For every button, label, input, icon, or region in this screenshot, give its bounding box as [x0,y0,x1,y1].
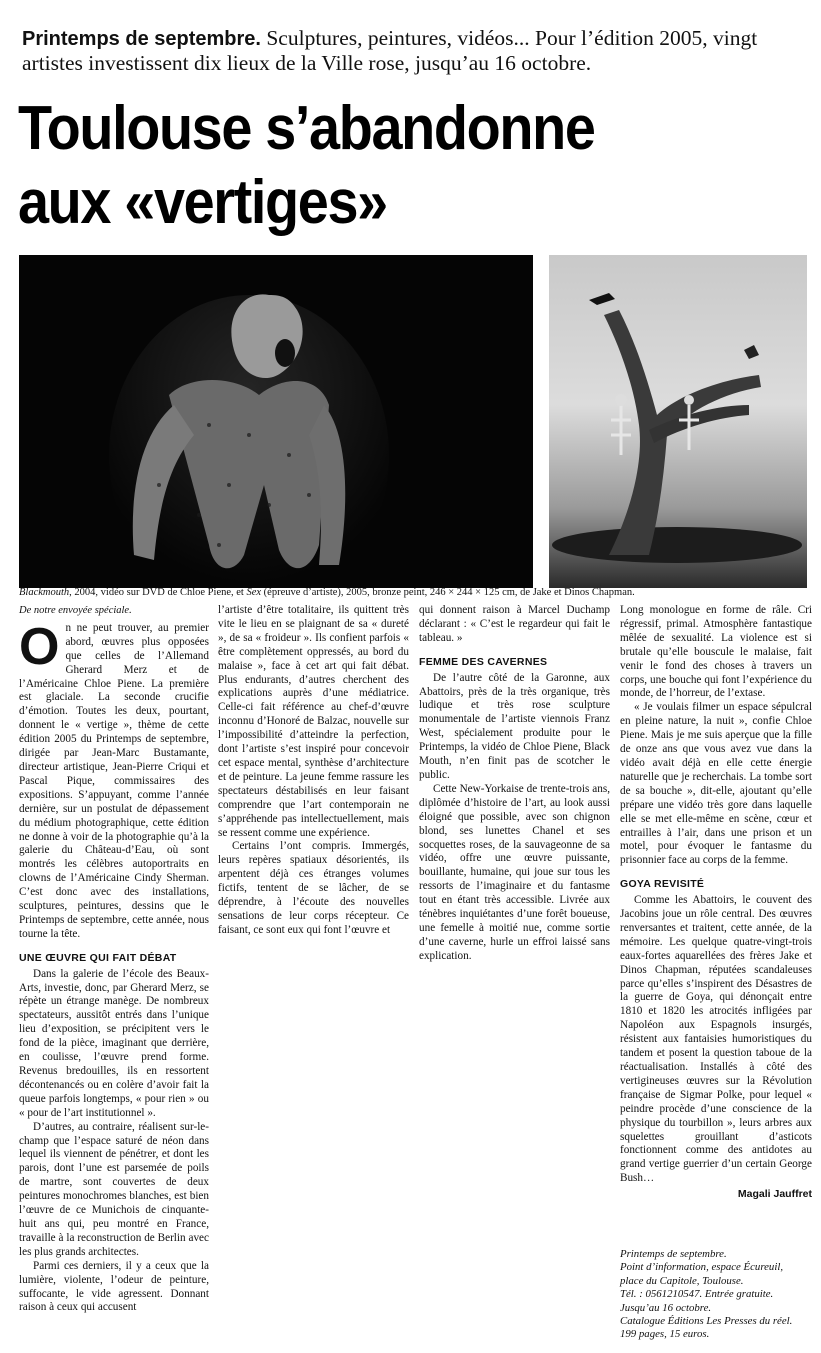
info-line: place du Capitole, Toulouse. [620,1274,744,1287]
paragraph: Long monologue en forme de râle. Cri régressif, primal. Atmosphère fantastique mêlée de sexualité. La violence est si brutale qu’elle bouscule le malaise, fait venir le fond des choses à travers un corps, une bouche qui font l’expérience du monde, de l’horreur, de l’extase. [620,604,812,700]
paragraph: qui donnent raison à Marcel Duchamp déclarant : « C’est le regardeur qui fait le tableau. » [419,604,610,644]
column-2 [218,604,409,938]
headline-line-1: Toulouse s’abandonne [18,94,595,163]
column-1 [19,604,209,1315]
info-line: Point d’information, espace Écureuil, [620,1261,784,1274]
caption-work-1: Blackmouth [19,587,70,598]
kicker-section: Printemps de septembre. [22,28,261,50]
paragraph: l’artiste d’être totalitaire, ils quittent très vite le lieu en se plaignant de sa « dureté », de sa « froideur ». Ils confient parfois « être complètement oppressés, au bord du malaise », face à cet art qui fait débat. Plus endurants, d’autres cherchent des explications auprès d’une médiatrice. Celle-ci fait référence au chef-d’œuvre inconnu d’Honoré de Balzac, nouvelle sur l’impossibilité d’atteindre la perfection, dont l’artiste s’est inspiré pour concevoir cet espace mental, synthèse d’architecture et de peinture. La jeune femme rassure les spectateurs déstabilisés en leur faisant comprendre que l’art contemporain ne s’appréhende pas intellectuellement, mais se ressent comme une expérience. [218,604,409,839]
photo-sex-sculpture [549,255,807,588]
author-signature: Magali Jauffret [737,1188,812,1201]
caption-text-2: (épreuve d’artiste), 2005, bronze peint, 246 × 244 × 125 cm, de Jake et Dinos Chapman. [261,587,635,598]
headline [18,92,738,240]
info-line: Tél. : 0561210547. Entrée gratuite. [620,1288,774,1301]
subhead-cavernes: FEMME DES CAVERNES [419,655,548,668]
caption-text-1: , 2004, vidéo sur DVD de Chloe Piene, et [69,587,247,598]
byline: De notre envoyée spéciale. [19,605,132,616]
column-3 [419,604,610,964]
column-4 [620,604,812,1202]
subhead-debat: UNE ŒUVRE QUI FAIT DÉBAT [19,951,177,964]
paragraph: « Je voulais filmer un espace sépulcral en pleine nature, la nuit », confie Chloe Piene. Mais je me suis aperçue que la fille de onze ans que vous avez vue dans la vidéo avait déjà en elle cette énergie naturelle que je recherchais. La tombe sort de sa bouche », dit-elle, ajoutant qu’elle prépare une vidéo très gore dans laquelle elle se met elle-même en scène, cœur et entrailles à l’air, dans une prison et un motel, pour évoquer le fantasme du prisonnier face au corps de la femme. [620,701,812,867]
paragraph: Parmi ces derniers, il y a ceux que la lumière, violente, l’odeur de peinture, suffocante, le vide agressent. Donnant raison à ceux qui accusent [19,1259,209,1314]
paragraph: Comme les Abattoirs, le couvent des Jacobins joue un rôle central. Des œuvres renversantes et traitent, cette année, de la mémoire. Les quelque quatre-vingt-trois eaux-fortes aquarellées des frères Jake et Dinos Chapman, réputées scandaleuses parce qu’elles s’inspirent des Désastres de la guerre de Goya, qui dénonçait entre 1810 et 1820 les atrocités infligées par Napoléon aux Espagnols insurgés, résistent aux fantaisies humoristiques du tandem et posent la question taboue de la réactualisation. Installés à côté des vertigineuses œuvres sur la Révolution française de Sigmar Polke, pour lequel « peindre procède d’une conscience de la physique du tourbillon », leurs arbres aux squelettes grouillant d’asticots fonctionnent comme des antidotes au grand vertige guerrier d’un certain George Bush… [620,894,812,1185]
info-line: Jusqu’au 16 octobre. [620,1301,712,1314]
paragraph: Cette New-Yorkaise de trente-trois ans, diplômée d’histoire de l’art, au look aussi éloigné que possible, avec son chignon blond, ses lunettes Chanel et ses socquettes roses, de la sauvageonne de sa vidéo, offre une œuvre puissante, bouillante, humaine, qui joue sur tous les ressorts de l’imaginaire et du fantasme tout en étant très accessible. Livrée aux ténèbres inquiétantes d’une forêt boueuse, une femelle à moitié nue, comme sortie d’une caverne, hurle un effroi laissé sans explication. [419,782,610,962]
kicker [22,26,812,75]
headline-line-2: aux «vertiges» [18,168,387,237]
lead-paragraph [19,617,209,942]
paragraph: Dans la galerie de l’école des Beaux-Arts, investie, donc, par Gherard Merz, se répète un étrange manège. De nombreux spectateurs, aussitôt entrés dans l’unique lieu d’exposition, se précipitent vers le fond de la pièce, imaginant que derrière, en coulisse, l’œuvre prend forme. Revenus bredouilles, ils en ressortent décontenancés ou en colère d’avoir fait la queue parfois longtemps, « pour rien » ou « pour de l’art institutionnel ». [19,967,209,1119]
photo-caption [19,586,814,599]
kicker-text: Sculptures, peintures, vidéos... Pour l’édition 2005, vingt artistes investissent dix lieux de la Ville rose, jusqu’au 16 octobre. [22,26,758,75]
info-line: Printemps de septembre. [620,1248,727,1260]
info-line: Catalogue Éditions Les Presses du réel. [620,1315,793,1328]
lead-text: n ne peut trouver, au premier abord, œuvres plus opposées que celles de l’Allemand Gherard Merz et de l’Américaine Chloe Piene. La première est glaciale. La seconde crucifie d’émotion. Toutes les deux, pourtant, donnent le « vertige », thème de cette édition 2005 du Printemps de septembre, dirigée par Jean-Marc Bustamante, directeur artistique, Jean-Pierre Criqui et Pascal Pique, commissaires des expositions. S’appuyant, comme l’année dernière, sur un postulat de dépassement du médium photographique, cette édition ne donne à voir de la photographie qu’à la galerie du Château-d’Eau, où sont montrés les célèbres autoportraits en clowns de l’Américaine Cindy Sherman. C’est donc avec des installations, sculptures, peintures, dessins que le Printemps de septembre, cette année, nous tourne la tête. [19,621,209,940]
info-line: 199 pages, 15 euros. [620,1328,710,1341]
caption-work-2: Sex [246,587,262,598]
screaming-girl-image [19,255,533,588]
photo-blackmouth [19,255,533,588]
paragraph: De l’autre côté de la Garonne, aux Abattoirs, près de la très organique, très ludique et très rose sculpture monumentale de l’artiste viennois Franz West, spécialement produite pour le Printemps, la vidéo de Chloe Piene, Black Mouth, n’en finit pas de scotcher le public. [419,671,610,781]
paragraph: D’autres, au contraire, réalisent sur-le-champ que l’espace saturé de néon dans lequel ils viennent de pénétrer, et dont les parois, dont l’une est parsemée de poils de martre, sont couvertes de deux peintures monochromes blanches, est bien l’œuvre de ce Munichois de cinquante-huit ans qui, peu montré en France, travaille à la reconstruction de Berlin avec les plus grands architectes. [19,1120,209,1258]
tree-sculpture-image [549,255,807,588]
subhead-goya: GOYA REVISITÉ [620,878,705,891]
practical-info [620,1248,815,1342]
paragraph: Certains l’ont compris. Immergés, leurs repères spatiaux désorientés, ils arpentent déjà ces étranges volumes fictifs, tentent de se lâcher, de se déprendre, à l’écoute des nouvelles sensations de leur corps récepteur. Ce faisant, ce sont eux qui font l’œuvre et [218,840,409,936]
drop-cap: O [19,617,60,676]
